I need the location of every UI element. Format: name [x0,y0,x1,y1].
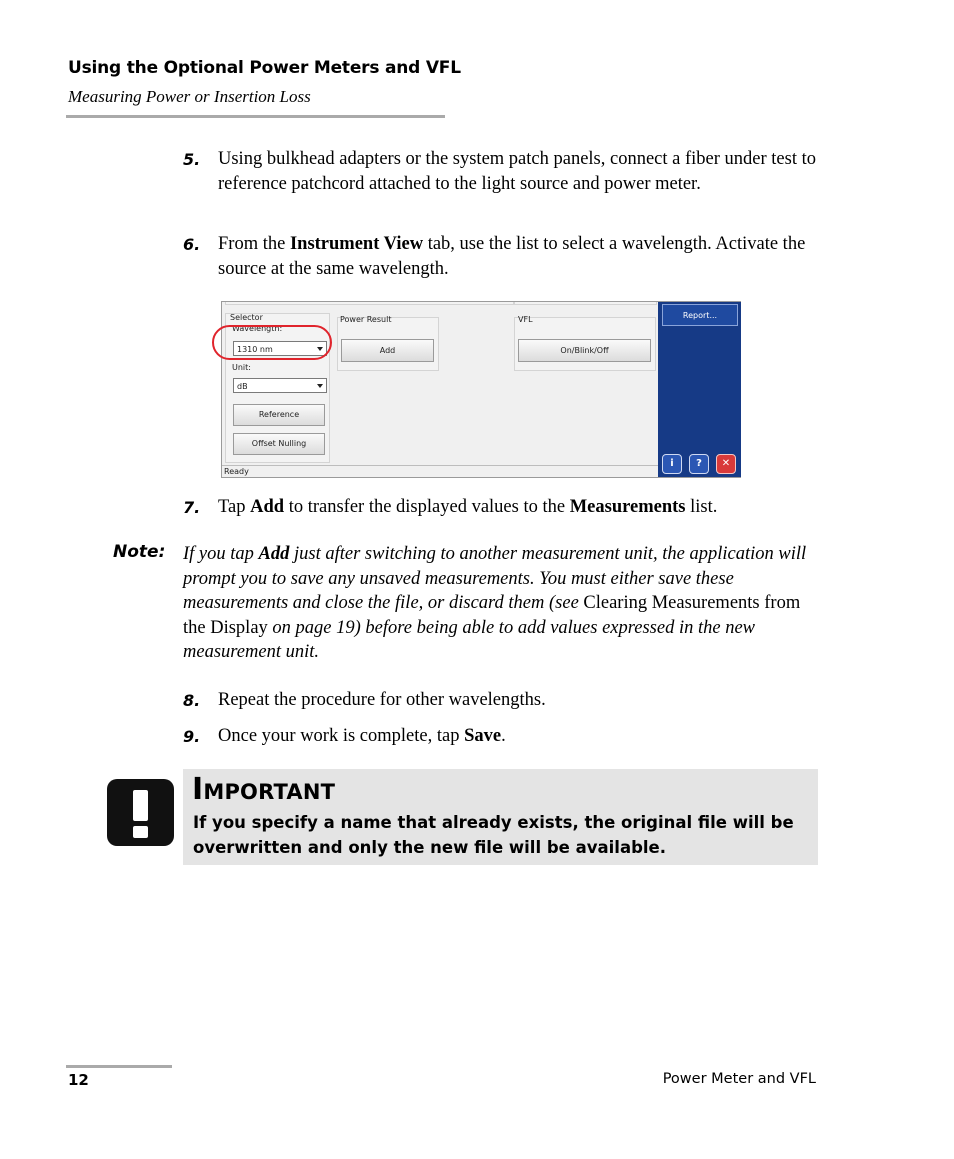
step-text: Using bulkhead adapters or the system patch panels, connect a fiber under test to reference patchcord attached to the light source and power meter. [218,149,816,194]
step-8 [183,688,818,713]
unit-label: Unit: [232,363,251,372]
running-header-title: Using the Optional Power Meters and VFL [68,58,461,78]
important-callout [183,769,818,865]
step-number: 5. [183,150,201,169]
footer-rule [66,1065,172,1068]
unit-value: dB [237,382,248,391]
footer-title: Power Meter and VFL [662,1071,816,1087]
exclamation-icon [107,779,174,846]
step-text-post: tab, use the list to select a wavelength. Activate the source at the same wavelength. [218,234,806,279]
note-cross-reference-link[interactable]: Clearing Measurements from the Display [183,593,801,638]
highlight-circle [212,325,332,360]
step-text-pre: From the [218,234,290,254]
top-tab-edge [225,302,514,305]
side-panel [658,302,741,477]
power-result-label: Power Result [340,315,392,324]
step-text-pre: Tap [218,497,251,517]
top-tab-edge [514,302,657,305]
help-icon[interactable]: ? [689,454,709,474]
note-text-2: just after switching to another measurement unit, the application will prompt you to save any unsaved measurements. You must either save these measurements and close the file, or discard them (see [183,544,807,613]
important-title: Important [192,772,336,807]
step-7 [183,495,818,520]
step-number: 6. [183,235,201,254]
header-rule [66,115,445,118]
reference-button[interactable]: Reference [233,404,325,426]
step-text-pre: Once your work is complete, tap [218,726,465,746]
note-text-3: on page 19) before being able to add values expressed in the new measurement unit. [183,617,756,662]
step-number: 7. [183,498,201,517]
vfl-on-blink-off-button[interactable]: On/Blink/Off [518,339,651,362]
running-header-subtitle: Measuring Power or Insertion Loss [68,87,311,106]
step-text-post: list. [685,497,718,517]
step-text-mid: to transfer the displayed values to the [284,497,570,517]
add-button[interactable]: Add [341,339,434,362]
step-9 [183,724,818,749]
step-number: 8. [183,691,201,710]
info-icon[interactable]: i [662,454,682,474]
selector-label: Selector [230,313,263,322]
wavelength-label: Wavelength: [232,324,283,333]
unit-dropdown[interactable] [233,378,327,393]
step-text-post: . [501,726,506,746]
note-text-1: If you tap [183,544,259,564]
step-text: Repeat the procedure for other wavelengths. [218,690,546,710]
step-number: 9. [183,727,201,746]
step-text-bold2: Measurements [569,497,686,517]
note-label: Note: [113,542,166,562]
step-5 [183,147,818,197]
page-number: 12 [68,1071,89,1089]
vfl-label: VFL [518,315,533,324]
note-bold: Add [258,544,290,564]
step-text-bold: Add [250,497,285,517]
status-bar: Ready [222,465,658,477]
close-icon[interactable]: ✕ [716,454,736,474]
wavelength-value: 1310 nm [237,345,273,354]
chevron-down-icon [317,384,323,388]
offset-nulling-button[interactable]: Offset Nulling [233,433,325,455]
important-text: If you specify a name that already exists, the original file will be overwritten and only the new file will be available. [193,813,794,857]
step-6 [183,232,818,282]
step-text-bold: Save [464,726,502,746]
note-body [183,542,823,665]
step-text-bold: Instrument View [289,234,424,254]
report-button[interactable]: Report... [662,304,738,326]
